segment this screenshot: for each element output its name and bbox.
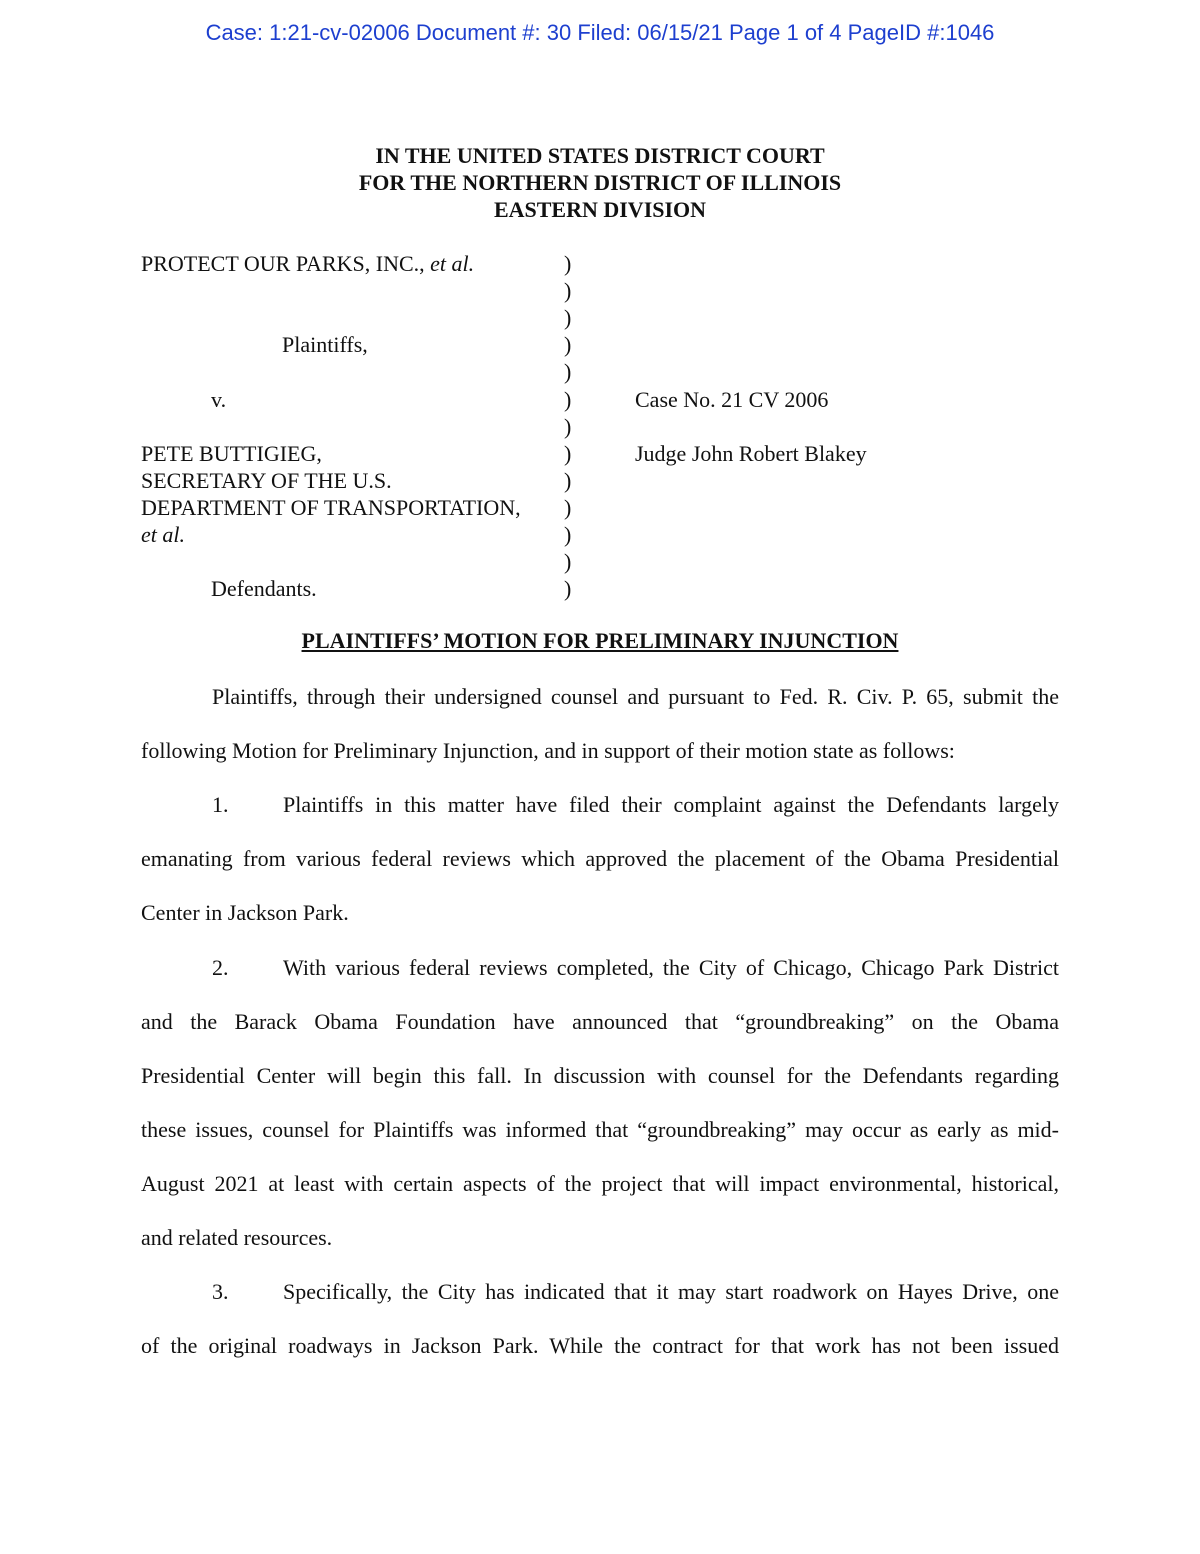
filing-header-stamp: Case: 1:21-cv-02006 Document #: 30 Filed: 06/15/21 Page 1 of 4 PageID #:1046 bbox=[205, 20, 995, 45]
caption-paren: ) bbox=[564, 332, 572, 357]
caption-paren: ) bbox=[564, 522, 572, 547]
defendant-line-3: DEPARTMENT OF TRANSPORTATION, bbox=[141, 495, 521, 520]
caption-paren: ) bbox=[564, 305, 572, 330]
caption-paren: ) bbox=[564, 414, 572, 439]
paragraph-2-line-6: and related resources. bbox=[141, 1225, 333, 1250]
caption-paren: ) bbox=[564, 576, 572, 601]
court-heading-line-3: EASTERN DIVISION bbox=[493, 197, 707, 222]
paragraph-2-line-4: these issues, counsel for Plaintiffs was informed that “groundbreaking” may occur as early as mid- bbox=[141, 1117, 1059, 1142]
defendants-label: Defendants. bbox=[211, 576, 317, 601]
paragraph-3-line-2: of the original roadways in Jackson Park. While the contract for that work has not been issued bbox=[141, 1333, 1059, 1358]
defendant-et-al: et al. bbox=[141, 522, 185, 547]
court-heading-line-1: IN THE UNITED STATES DISTRICT COURT bbox=[375, 143, 825, 168]
paragraph-1-line-3: Center in Jackson Park. bbox=[141, 900, 349, 925]
paragraph-2-line-3: Presidential Center will begin this fall. In discussion with counsel for the Defendants regarding bbox=[141, 1063, 1059, 1088]
paragraph-number: 3. bbox=[212, 1279, 229, 1304]
intro-line-2: following Motion for Preliminary Injunction, and in support of their motion state as follows: bbox=[141, 738, 955, 763]
intro-line-1: Plaintiffs, through their undersigned counsel and pursuant to Fed. R. Civ. P. 65, submit the bbox=[212, 684, 1059, 709]
paragraph-3-line-1: Specifically, the City has indicated that it may start roadwork on Hayes Drive, one bbox=[283, 1279, 1059, 1304]
caption-paren: ) bbox=[564, 468, 572, 493]
caption-paren: ) bbox=[564, 251, 572, 276]
caption-paren: ) bbox=[564, 387, 572, 412]
paragraph-1-line-2: emanating from various federal reviews which approved the placement of the Obama Presidential bbox=[141, 846, 1059, 871]
motion-title: PLAINTIFFS’ MOTION FOR PRELIMINARY INJUNCTION bbox=[301, 628, 899, 653]
plaintiff-name: PROTECT OUR PARKS, INC., et al. bbox=[141, 251, 475, 276]
paragraph-number: 2. bbox=[212, 955, 229, 980]
defendant-line-2: SECRETARY OF THE U.S. bbox=[141, 468, 392, 493]
caption-paren: ) bbox=[564, 549, 572, 574]
paragraph-2-line-5: August 2021 at least with certain aspects of the project that will impact environmental, historical, bbox=[141, 1171, 1059, 1196]
paragraph-1-line-1: Plaintiffs in this matter have filed their complaint against the Defendants largely bbox=[283, 792, 1059, 817]
defendant-line-1: PETE BUTTIGIEG, bbox=[141, 441, 322, 466]
paragraph-2-line-2: and the Barack Obama Foundation have announced that “groundbreaking” on the Obama bbox=[141, 1009, 1059, 1034]
caption-paren: ) bbox=[564, 441, 572, 466]
versus-label: v. bbox=[211, 387, 227, 412]
plaintiffs-label: Plaintiffs, bbox=[282, 332, 368, 357]
caption-paren: ) bbox=[564, 278, 572, 303]
caption-paren: ) bbox=[564, 495, 572, 520]
paragraph-2-line-1: With various federal reviews completed, the City of Chicago, Chicago Park District bbox=[283, 955, 1059, 980]
judge-name: Judge John Robert Blakey bbox=[635, 441, 867, 466]
court-heading bbox=[0, 142, 1200, 223]
caption-paren: ) bbox=[564, 359, 572, 384]
court-heading-line-2: FOR THE NORTHERN DISTRICT OF ILLINOIS bbox=[358, 170, 842, 195]
case-number: Case No. 21 CV 2006 bbox=[635, 387, 829, 412]
paragraph-number: 1. bbox=[212, 792, 229, 817]
